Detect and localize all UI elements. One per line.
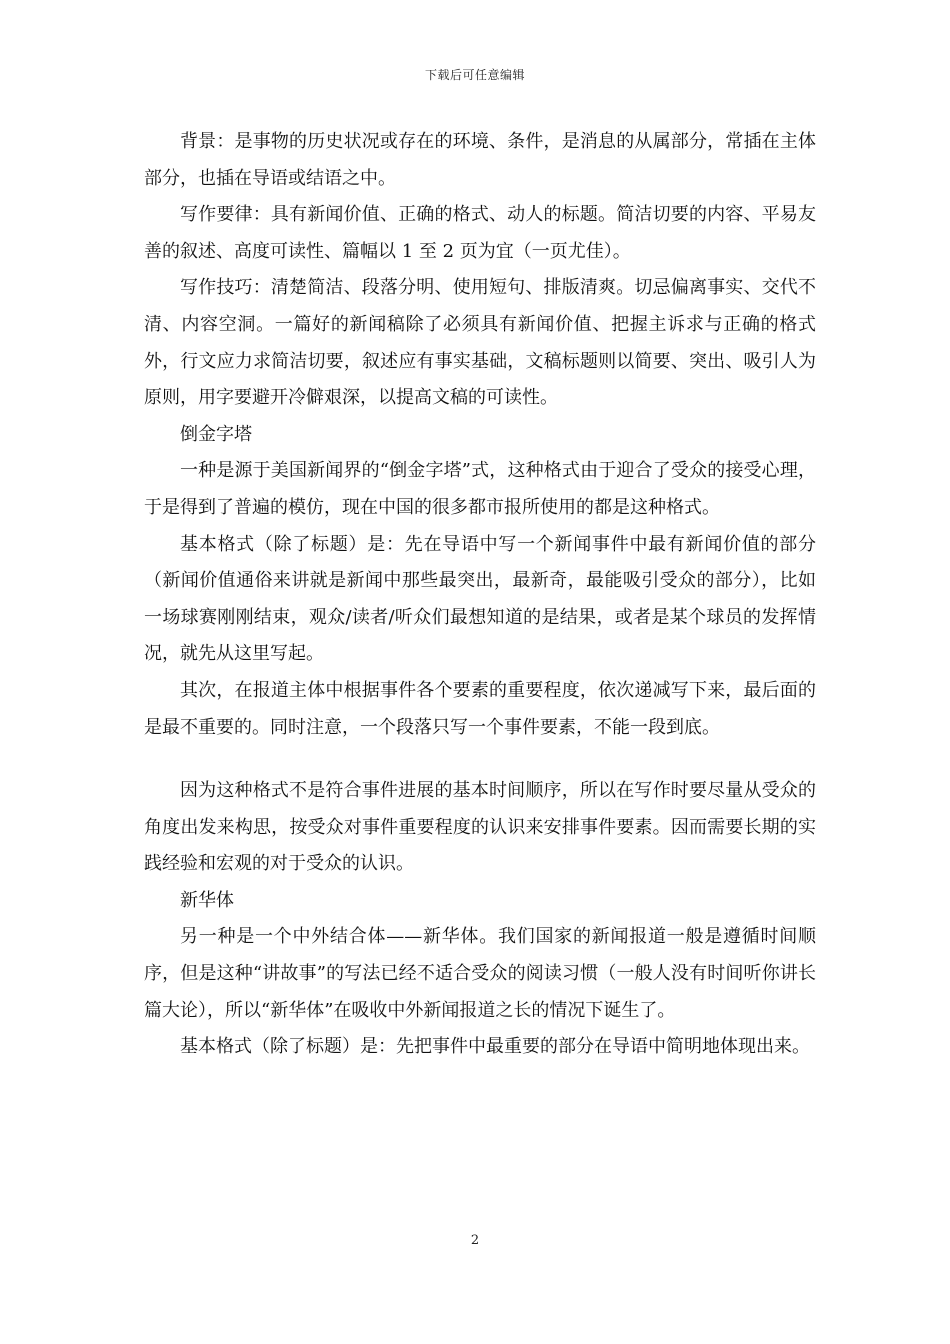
paragraph-inverted-pyramid-intro: 一种是源于美国新闻界的“倒金字塔”式，这种格式由于迎合了受众的接受心理，于是得到了普遍的模仿，现在中国的很多都市报所使用的都是这种格式。 bbox=[144, 460, 816, 518]
paragraph-writing-tips: 写作技巧：清楚简洁、段落分明、使用短句、排版清爽。切忌偏离事实、交代不清、内容空洞。一篇好的新闻稿除了必须具有新闻价值、把握主诉求与正确的格式外，行文应力求简洁切要，叙述应有事实基础，文稿标题则以简要、突出、吸引人为原则，用字要避开冷僻艰深，以提高文稿的可读性。 bbox=[144, 277, 816, 409]
paragraph-basic-format-2: 基本格式（除了标题）是：先把事件中最重要的部分在导语中简明地体现出来。 bbox=[180, 1036, 810, 1058]
page-header: 下载后可任意编辑 bbox=[424, 68, 525, 82]
paragraph-because: 因为这种格式不是符合事件进展的基本时间顺序，所以在写作时要尽量从受众的角度出发来构思，按受众对事件重要程度的认识来安排事件要素。因而需要长期的实践经验和宏观的对于受众的认识。 bbox=[144, 780, 816, 875]
paragraph-secondly: 其次，在报道主体中根据事件各个要素的重要程度，依次递减写下来，最后面的是最不重要的。同时注意，一个段落只写一个事件要素，不能一段到底。 bbox=[144, 679, 816, 738]
paragraph-background: 背景：是事物的历史状况或存在的环境、条件，是消息的从属部分，常插在主体部分，也插在导语或结语之中。 bbox=[144, 131, 816, 189]
paragraph-xinhua-intro: 另一种是一个中外结合体——新华体。我们国家的新闻报道一般是遵循时间顺序，但是这种“讲故事”的写法已经不适合受众的阅读习惯（一般人没有时间听你讲长篇大论），所以“新华体”在吸收中外新闻报道之长的情况下诞生了。 bbox=[144, 926, 816, 1021]
section-heading-inverted-pyramid: 倒金字塔 bbox=[180, 423, 252, 445]
paragraph-writing-rules: 写作要律：具有新闻价值、正确的格式、动人的标题。简洁切要的内容、平易友善的叙述、高度可读性、篇幅以 1 至 2 页为宜（一页尤佳）。 bbox=[144, 204, 816, 262]
page-number: 2 bbox=[470, 1233, 480, 1248]
paragraph-basic-format-1: 基本格式（除了标题）是：先在导语中写一个新闻事件中最有新闻价值的部分（新闻价值通俗来讲就是新闻中那些最突出，最新奇，最能吸引受众的部分），比如一场球赛刚刚结束，观众/读者/听众们最想知道的是结果，或者是某个球员的发挥情况，就先从这里写起。 bbox=[144, 533, 816, 665]
section-heading-xinhua-style: 新华体 bbox=[180, 889, 234, 911]
document-body bbox=[144, 124, 816, 1066]
